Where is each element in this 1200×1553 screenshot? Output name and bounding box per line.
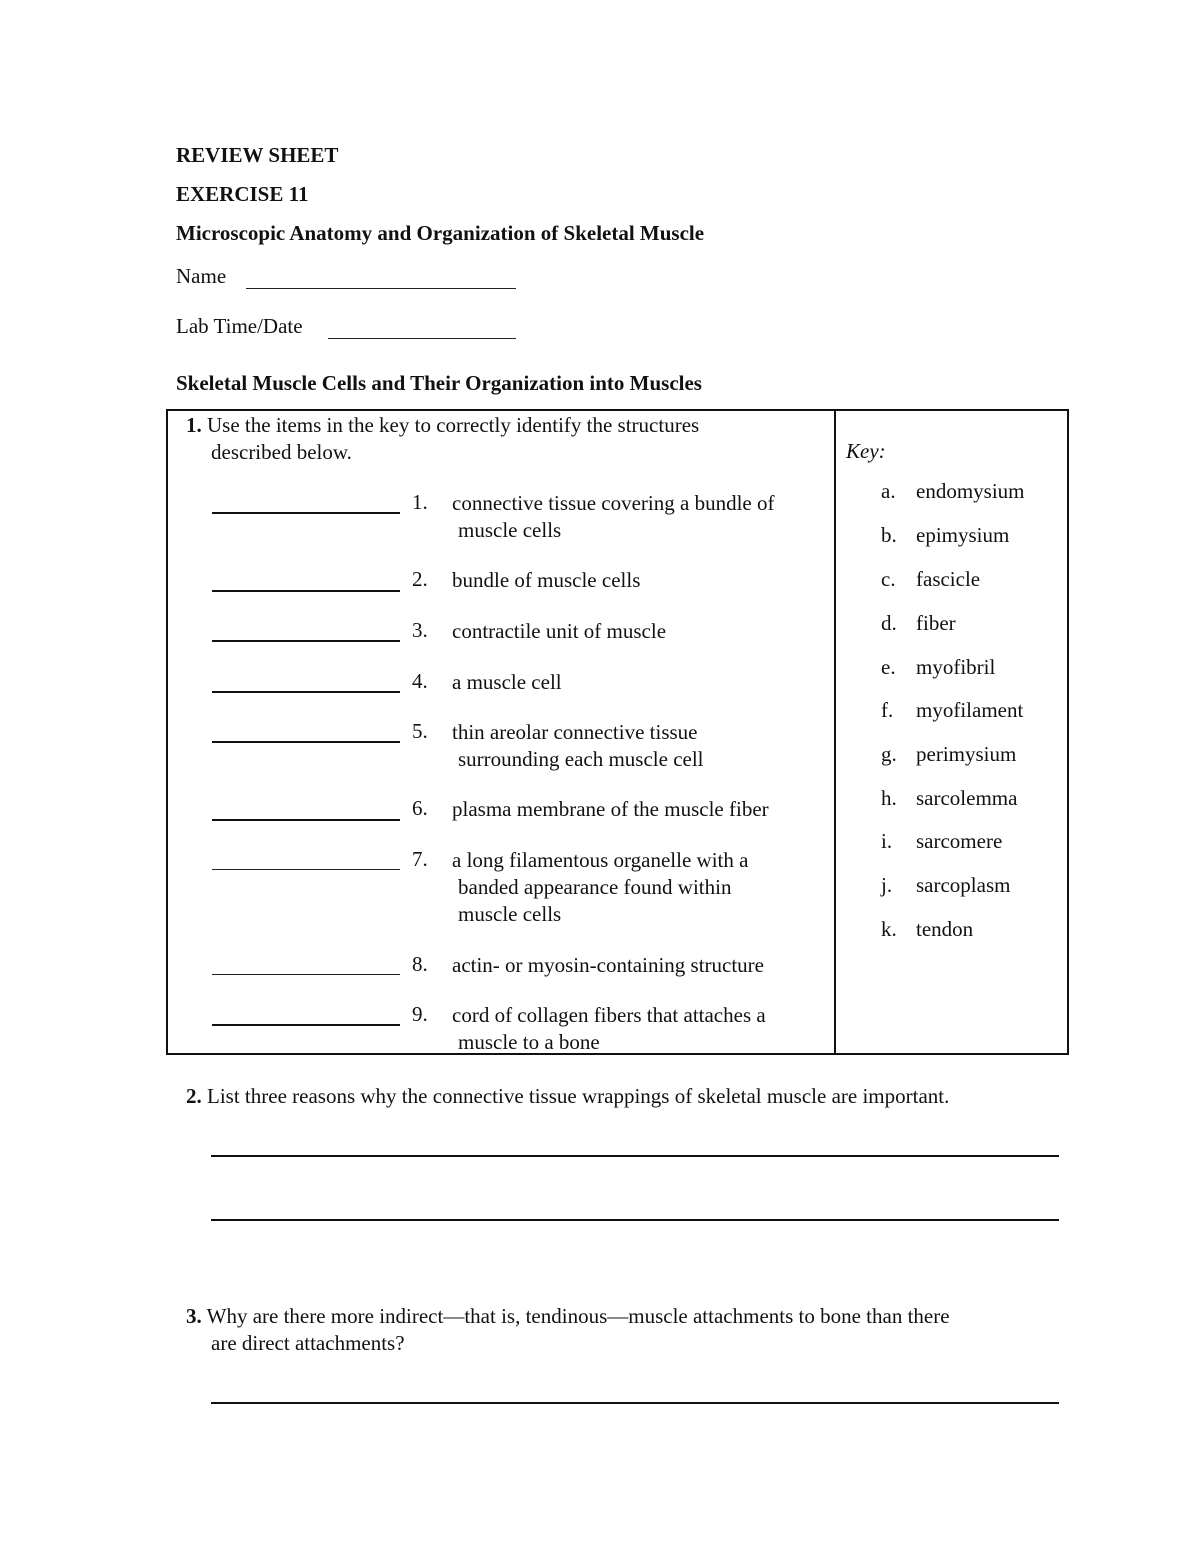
- q2-number: 2.: [186, 1084, 202, 1108]
- q2-prompt: [186, 1083, 949, 1110]
- item-desc-line: actin- or myosin-containing structure: [452, 953, 764, 977]
- item-number: 2.: [412, 567, 428, 591]
- item-description: [452, 490, 822, 544]
- lab-time-field[interactable]: [328, 338, 516, 339]
- q1-prompt: [186, 412, 699, 439]
- item-desc-line: surrounding each muscle cell: [458, 747, 704, 771]
- q2-answer-line-2[interactable]: [211, 1219, 1059, 1221]
- key-letter: j.: [881, 873, 893, 897]
- q3-text-line1: Why are there more indirect—that is, tendinous—muscle attachments to bone than there: [206, 1304, 950, 1328]
- item-desc-line: plasma membrane of the muscle fiber: [452, 797, 769, 821]
- name-label: Name: [176, 264, 227, 288]
- item-desc-line: a muscle cell: [452, 670, 562, 694]
- item-desc-line: contractile unit of muscle: [452, 619, 667, 643]
- key-letter: c.: [881, 567, 896, 591]
- key-term: endomysium: [916, 479, 1025, 503]
- item-description: [452, 567, 822, 594]
- item-number: 5.: [412, 719, 428, 743]
- q1-prompt-line1: Use the items in the key to correctly identify the structures: [207, 413, 700, 437]
- item-desc-line: a long filamentous organelle with a: [452, 848, 749, 872]
- item-description: [452, 796, 822, 823]
- answer-blank-1[interactable]: [212, 512, 400, 514]
- item-desc-line: connective tissue covering a bundle of: [452, 491, 775, 515]
- key-term: myofilament: [916, 698, 1024, 722]
- item-desc-line: muscle cells: [458, 902, 562, 926]
- q1-prompt-line2: described below.: [211, 440, 352, 464]
- exercise-number: EXERCISE 11: [176, 182, 309, 206]
- key-title: Key:: [846, 439, 886, 463]
- item-number: 1.: [412, 490, 428, 514]
- key-term: tendon: [916, 917, 974, 941]
- sheet-title: REVIEW SHEET: [176, 143, 339, 167]
- item-desc-line: banded appearance found within: [458, 875, 732, 899]
- key-letter: d.: [881, 611, 897, 635]
- lab-time-label: Lab Time/Date: [176, 314, 303, 338]
- key-term: fascicle: [916, 567, 981, 591]
- q3-number: 3.: [186, 1304, 202, 1328]
- item-description: [452, 669, 822, 696]
- answer-blank-9[interactable]: [212, 1024, 400, 1026]
- answer-blank-8[interactable]: [212, 974, 400, 975]
- key-letter: f.: [881, 698, 894, 722]
- key-term: sarcoplasm: [916, 873, 1011, 897]
- q1-number: 1.: [186, 413, 202, 437]
- answer-blank-5[interactable]: [212, 741, 400, 743]
- item-number: 8.: [412, 952, 428, 976]
- q3-text-line2: are direct attachments?: [211, 1331, 405, 1355]
- item-description: [452, 952, 822, 979]
- key-letter: h.: [881, 786, 897, 810]
- q3-answer-line-1[interactable]: [211, 1402, 1059, 1404]
- item-description: [452, 847, 822, 928]
- answer-blank-6[interactable]: [212, 819, 400, 821]
- item-number: 3.: [412, 618, 428, 642]
- q2-text: List three reasons why the connective tissue wrappings of skeletal muscle are important.: [207, 1084, 950, 1108]
- item-number: 6.: [412, 796, 428, 820]
- item-description: [452, 719, 822, 773]
- key-term: epimysium: [916, 523, 1010, 547]
- item-desc-line: cord of collagen fibers that attaches a: [452, 1003, 766, 1027]
- name-field[interactable]: [246, 288, 516, 289]
- key-letter: b.: [881, 523, 897, 547]
- key-letter: a.: [881, 479, 896, 503]
- section-title: Skeletal Muscle Cells and Their Organization into Muscles: [176, 371, 702, 395]
- key-term: sarcomere: [916, 829, 1003, 853]
- key-term: myofibril: [916, 655, 996, 679]
- item-desc-line: muscle cells: [458, 518, 562, 542]
- q2-answer-line-1[interactable]: [211, 1155, 1059, 1157]
- answer-blank-2[interactable]: [212, 590, 400, 592]
- key-term: sarcolemma: [916, 786, 1018, 810]
- q3-prompt: [186, 1303, 950, 1330]
- key-letter: i.: [881, 829, 893, 853]
- key-letter: g.: [881, 742, 897, 766]
- exercise-subtitle: Microscopic Anatomy and Organization of Skeletal Muscle: [176, 221, 705, 245]
- item-desc-line: muscle to a bone: [458, 1030, 600, 1054]
- item-description: [452, 1002, 822, 1056]
- answer-blank-3[interactable]: [212, 640, 400, 642]
- item-number: 7.: [412, 847, 428, 871]
- table-divider: [834, 409, 836, 1055]
- answer-blank-4[interactable]: [212, 691, 400, 693]
- key-letter: e.: [881, 655, 896, 679]
- item-desc-line: bundle of muscle cells: [452, 568, 641, 592]
- item-description: [452, 618, 822, 645]
- key-term: perimysium: [916, 742, 1017, 766]
- item-desc-line: thin areolar connective tissue: [452, 720, 698, 744]
- key-letter: k.: [881, 917, 897, 941]
- answer-blank-7[interactable]: [212, 869, 400, 870]
- item-number: 4.: [412, 669, 428, 693]
- key-term: fiber: [916, 611, 956, 635]
- item-number: 9.: [412, 1002, 428, 1026]
